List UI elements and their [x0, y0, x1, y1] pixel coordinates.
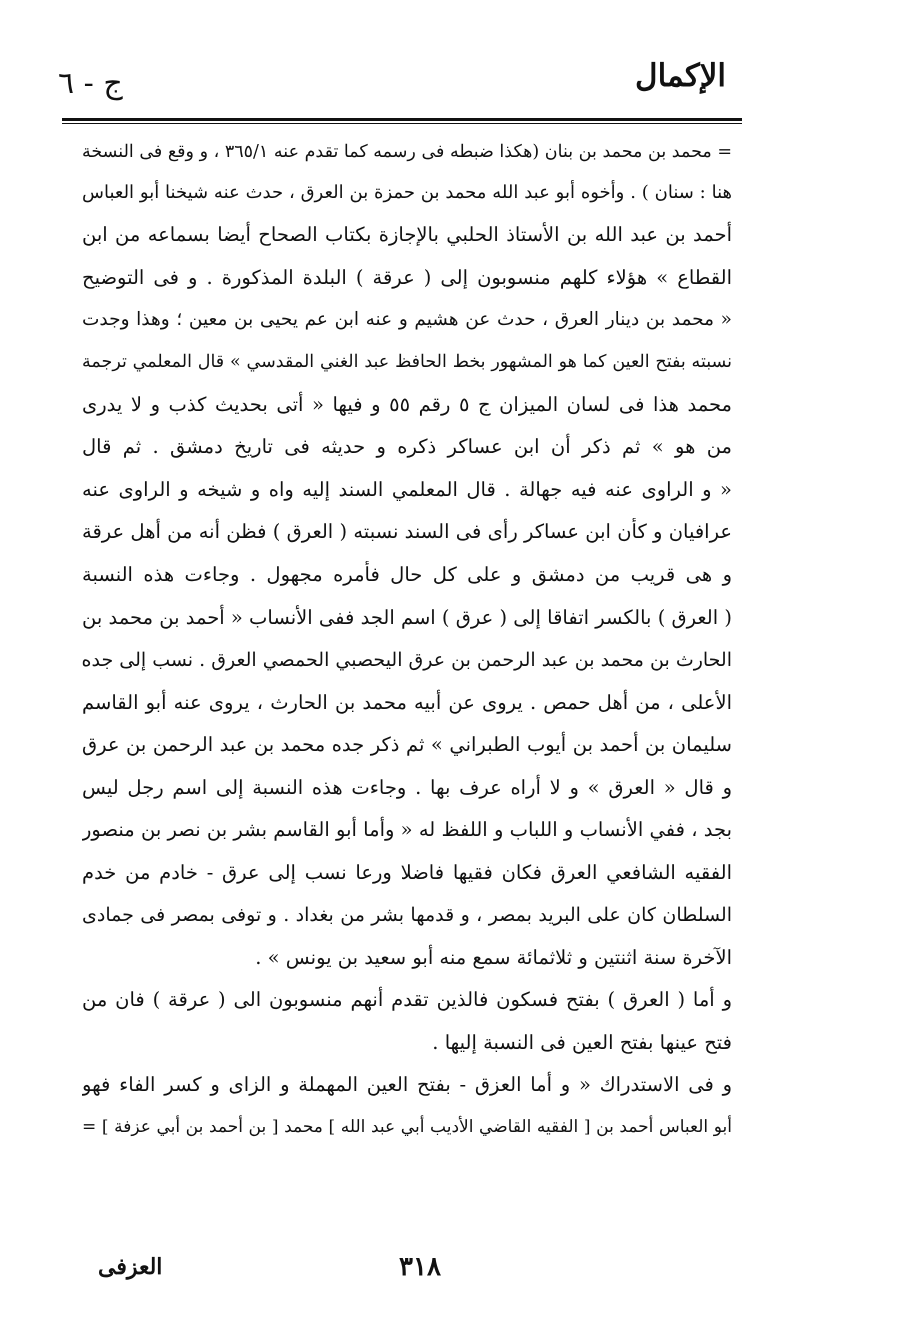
text-line: أبو العباس أحمد بن [ الفقيه القاضي الأديب أبي عبد الله ] محمد [ بن أحمد بن أبي عزفة ] = [82, 1117, 732, 1137]
header-rule [62, 118, 742, 121]
text-line: السلطان كان على البريد بمصر ، و قدمها بشر من بغداد . و توفى بمصر فى جمادى [82, 904, 732, 926]
text-line: الآخرة سنة اثنتين و ثلاثمائة سمع منه أبو سعيد بن يونس » . [255, 946, 732, 969]
text-line: و أما ( العرق ) بفتح فسكون فالذين تقدم أنهم منسوبون الى ( عرقة ) فان من [82, 988, 732, 1011]
volume-label: ج - ٦ [58, 66, 123, 101]
text-line: محمد هذا فى لسان الميزان ج ٥ رقم ٥٥ و فيها « أتى بحديث كذب و لا يدرى [82, 393, 732, 416]
text-line: « و الراوى عنه فيه جهالة . قال المعلمي السند إليه واه و شيخه و الراوى عنه [82, 478, 732, 501]
text-line: سليمان بن أحمد بن أيوب الطبراني » ثم ذكر جده محمد بن عبد الرحمن بن عرق [82, 733, 732, 756]
page-number: ٣١٨ [399, 1252, 441, 1282]
text-line: عرافيان و كأن ابن عساكر رأى فى السند نسبته ( العرق ) فظن أنه من أهل عرقة [82, 520, 732, 543]
text-line: و هى قريب من دمشق و على كل حال فأمره مجهول . وجاءت هذه النسبة [82, 563, 732, 586]
text-line: الفقيه الشافعي العرق فكان فقيها فاضلا ورعا نسب إلى عرق - خادم من خدم [82, 861, 732, 884]
text-line: هنا : سنان ) . وأخوه أبو عبد الله محمد بن حمزة بن العرق ، حدث عنه شيخنا أبو العباس [82, 182, 732, 203]
text-line: القطاع » هؤلاء كلهم منسوبون إلى ( عرقة ) البلدة المذكورة . و فى التوضيح [82, 266, 732, 289]
text-line: بجد ، ففي الأنساب و اللباب و اللفظ له « وأما أبو القاسم بشر بن نصر بن منصور [82, 818, 732, 841]
text-line: الحارث بن محمد بن عبد الرحمن بن عرق اليحصبي الحمصي العرق . نسب إلى جده [82, 649, 732, 671]
text-line: من هو » ثم ذكر أن ابن عساكر ذكره و حديثه فى تاريخ دمشق . ثم قال [82, 435, 732, 458]
text-line: ( العرق ) بالكسر اتفاقا إلى ( عرق ) اسم الجد ففى الأنساب « أحمد بن محمد بن [82, 606, 732, 629]
text-line: الأعلى ، من أهل حمص . يروى عن أبيه محمد بن الحارث ، يروى عنه أبو القاسم [82, 691, 732, 714]
text-line: أحمد بن عبد الله بن الأستاذ الحلبي بالإجازة بكتاب الصحاح أيضا بسماعه من ابن [82, 223, 732, 246]
catchword: العزفى [98, 1254, 163, 1280]
text-line: « محمد بن دينار العرق ، حدث عن هشيم و عنه ابن عم يحيى بن معين ؛ وهذا وجدت [82, 309, 732, 330]
text-line: نسبته بفتح العين كما هو المشهور بخط الحافظ عبد الغني المقدسي » قال المعلمي ترجمة [82, 352, 732, 372]
text-line: = محمد بن محمد بن بنان (هكذا ضبطه فى رسمه كما تقدم عنه ٣٦٥/١ ، و وقع فى النسخة [82, 142, 732, 162]
running-title: الإكمال [635, 58, 726, 94]
header-rule-thin [62, 123, 742, 124]
text-line: و فى الاستدراك « و أما العزق - بفتح العين المهملة و الزاى و كسر الفاء فهو [82, 1073, 732, 1096]
text-line: و قال « العرق » و لا أراه عرف بها . وجاءت هذه النسبة إلى اسم رجل ليس [82, 776, 732, 799]
text-line: فتح عينها بفتح العين فى النسبة إليها . [432, 1031, 732, 1054]
